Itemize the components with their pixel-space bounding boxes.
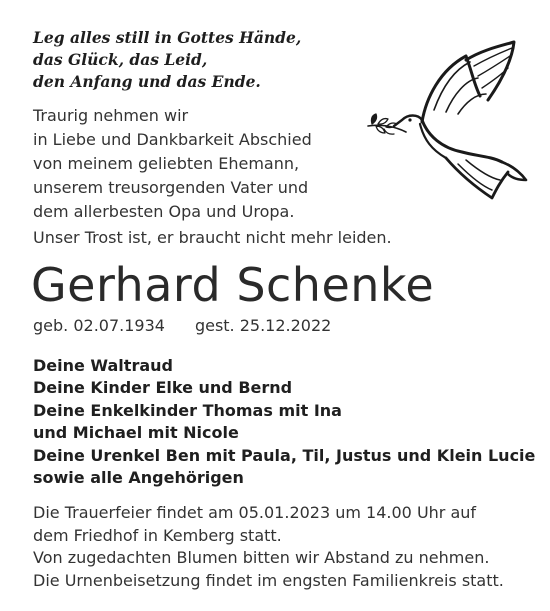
mourner-line: Deine Waltraud [33, 356, 173, 375]
deceased-name: Gerhard Schenke [31, 258, 435, 312]
mourner-line: und Michael mit Nicole [33, 423, 239, 443]
funeral-details [33, 502, 504, 592]
mourner-line: Deine Kinder Elke und Bernd [33, 378, 293, 398]
funeral-line: Von zugedachten Blumen bitten wir Abstand zu nehmen. [33, 548, 490, 567]
mourner-line: Deine Enkelkinder Thomas mit Ina [33, 400, 342, 420]
funeral-line: Die Urnenbeisetzung findet im engsten Familienkreis statt. [33, 570, 504, 590]
life-dates [33, 314, 331, 338]
poem-line: den Anfang und das Ende. [33, 72, 261, 91]
poem-line: das Glück, das Leid, [33, 50, 208, 69]
death-date: gest. 25.12.2022 [194, 316, 332, 335]
dove-icon [362, 40, 530, 210]
poem-verse [33, 27, 301, 93]
intro-line: in Liebe und Dankbarkeit Abschied [33, 130, 312, 149]
funeral-line: dem Friedhof in Kemberg statt. [33, 525, 282, 545]
consolation-line: Unser Trost ist, er braucht nicht mehr leiden. [33, 228, 392, 247]
birth-date: geb. 02.07.1934 [33, 316, 165, 335]
mourner-line: Deine Urenkel Ben mit Paula, Til, Justus und Klein Lucie [33, 445, 536, 465]
funeral-line: Die Trauerfeier findet am 05.01.2023 um 14.00 Uhr auf [33, 503, 477, 522]
intro-line: unserem treusorgenden Vater und [33, 178, 309, 197]
intro-line: von meinem geliebten Ehemann, [33, 154, 300, 173]
intro-line: Traurig nehmen wir [33, 106, 189, 125]
mourners-list [33, 355, 535, 489]
mourner-line: sowie alle Angehörigen [33, 468, 244, 488]
intro-line: dem allerbesten Opa und Uropa. [33, 202, 295, 221]
poem-line: Leg alles still in Gottes Hände, [33, 28, 302, 47]
intro-text [33, 104, 312, 224]
